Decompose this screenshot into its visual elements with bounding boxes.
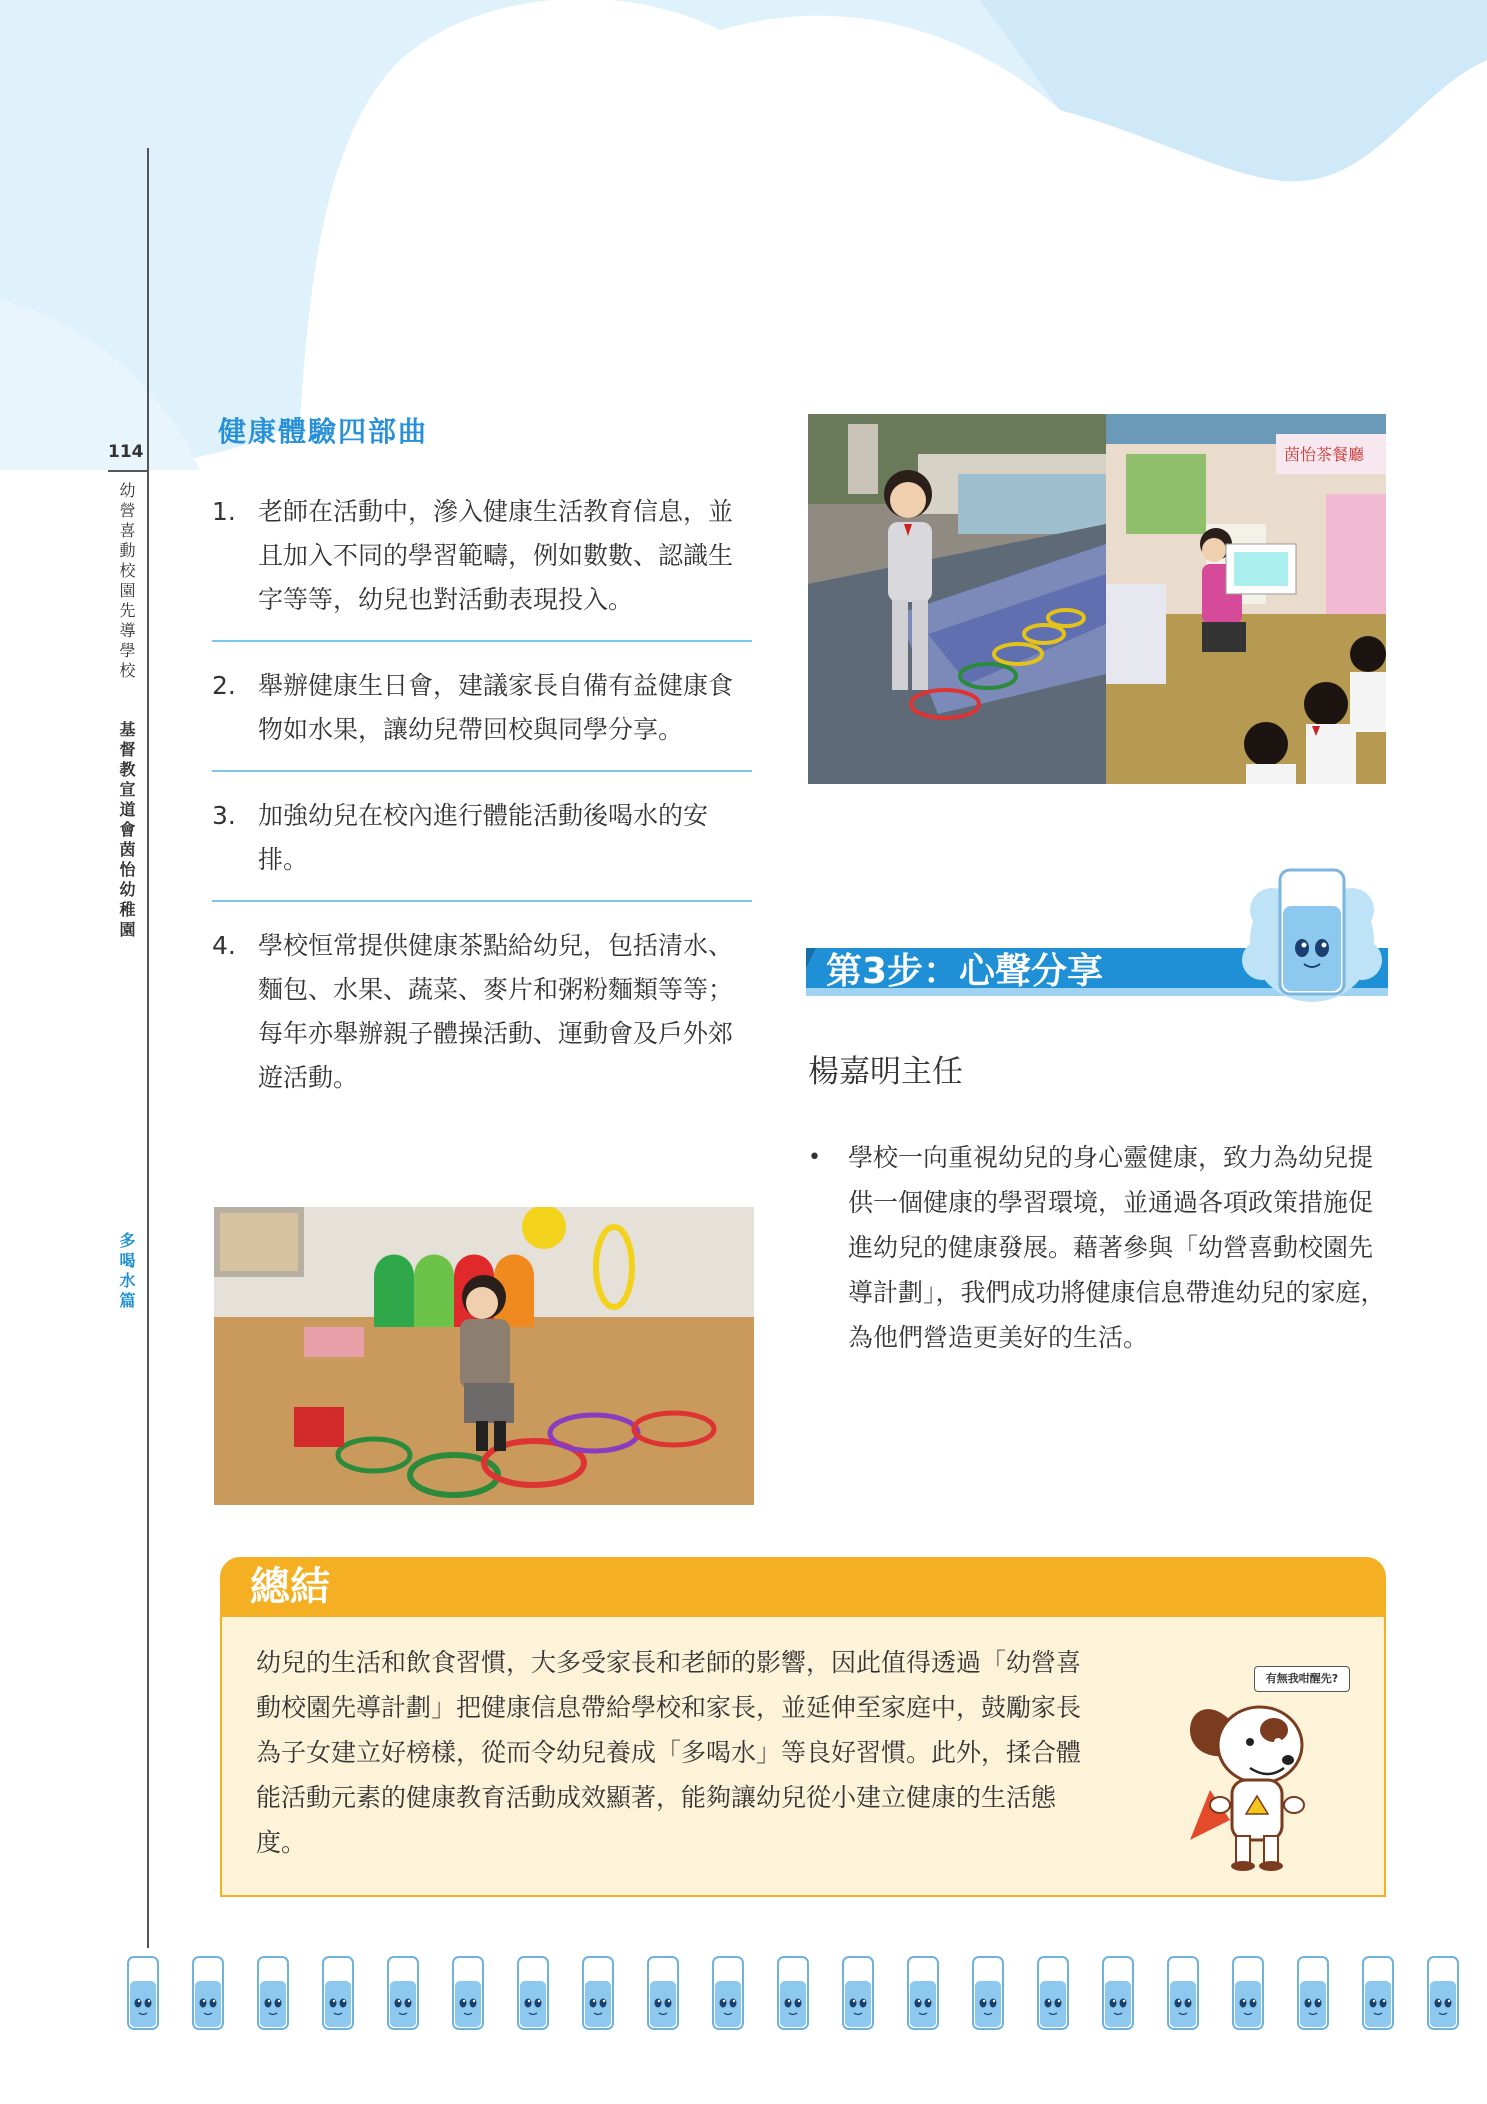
bullet-marker: •	[808, 1145, 821, 1170]
list-item-number: 2.	[212, 671, 236, 700]
photo-sign-text: 茵怡茶餐廳	[1284, 445, 1365, 464]
speech-bubble: 有無我咁醒先?	[1254, 1666, 1350, 1692]
water-glass-mascot-icon	[1232, 860, 1392, 1010]
photo-child-hoops-indoor	[214, 1207, 754, 1505]
water-glass-row	[120, 1955, 1487, 2035]
list-item-text: 舉辦健康生日會，建議家長自備有益健康食物如水果，讓幼兒帶回校與同學分享。	[258, 671, 734, 744]
sidebar-program: 幼營喜動校園先導學校	[117, 482, 136, 682]
list-item-text: 學校恒常提供健康茶點給幼兒，包括清水、麵包、水果、蔬菜、麥片和粥粉麵類等等；每年亦舉辦親子體操活動、運動會及戶外郊遊活動。	[258, 931, 734, 1092]
margin-rule	[147, 148, 149, 1948]
step3-paragraph	[808, 1135, 1388, 1360]
section-title: 健康體驗四部曲	[218, 415, 429, 448]
list-item-number: 3.	[212, 801, 236, 830]
sidebar-school: 基督教宣道會茵怡幼稚園	[117, 721, 136, 942]
photo-teacher-class	[1106, 414, 1386, 784]
list-item	[212, 924, 752, 1100]
list-item-number: 1.	[212, 497, 236, 526]
divider	[212, 770, 752, 772]
summary-text: 幼兒的生活和飲食習慣，大多受家長和老師的影響，因此值得透過「幼營喜動校園先導計劃」把健康信息帶給學校和家長，並延伸至家庭中，鼓勵家長為子女建立好榜樣，從而令幼兒養成「多喝水」等良好習慣。此外，揉合體能活動元素的健康教育活動成效顯著，能夠讓幼兒從小建立健康的生活態度。	[256, 1648, 1082, 1857]
list-item-text: 加強幼兒在校內進行體能活動後喝水的安排。	[258, 801, 709, 874]
photo-child-hoops-outdoor	[808, 414, 1106, 784]
sidebar-school-label	[116, 482, 138, 941]
divider	[212, 640, 752, 642]
summary-header-bar	[220, 1557, 1386, 1617]
list-item	[212, 490, 752, 622]
list-item	[212, 664, 752, 752]
list-item	[212, 794, 752, 882]
page-number-underline	[108, 470, 148, 472]
sidebar-section-label: 多喝水篇	[117, 1232, 136, 1312]
page-number: 114	[108, 442, 144, 462]
list-item-number: 4.	[212, 931, 236, 960]
health-list	[212, 490, 752, 1100]
dog-mascot-icon	[1150, 1660, 1350, 1880]
step3-text: 學校一向重視幼兒的身心靈健康，致力為幼兒提供一個健康的學習環境，並通過各項政策措施促進幼兒的健康發展。藉著參與「幼營喜動校園先導計劃」，我們成功將健康信息帶進幼兒的家庭，為他們營造更美好的生活。	[848, 1143, 1386, 1352]
step3-title: 第3步：心聲分享	[826, 951, 1104, 992]
divider	[212, 900, 752, 902]
speaker-name: 楊嘉明主任	[808, 1054, 963, 1090]
summary-title: 總結	[250, 1564, 330, 1610]
list-item-text: 老師在活動中，滲入健康生活教育信息，並且加入不同的學習範疇，例如數數、認識生字等等，幼兒也對活動表現投入。	[258, 497, 734, 614]
